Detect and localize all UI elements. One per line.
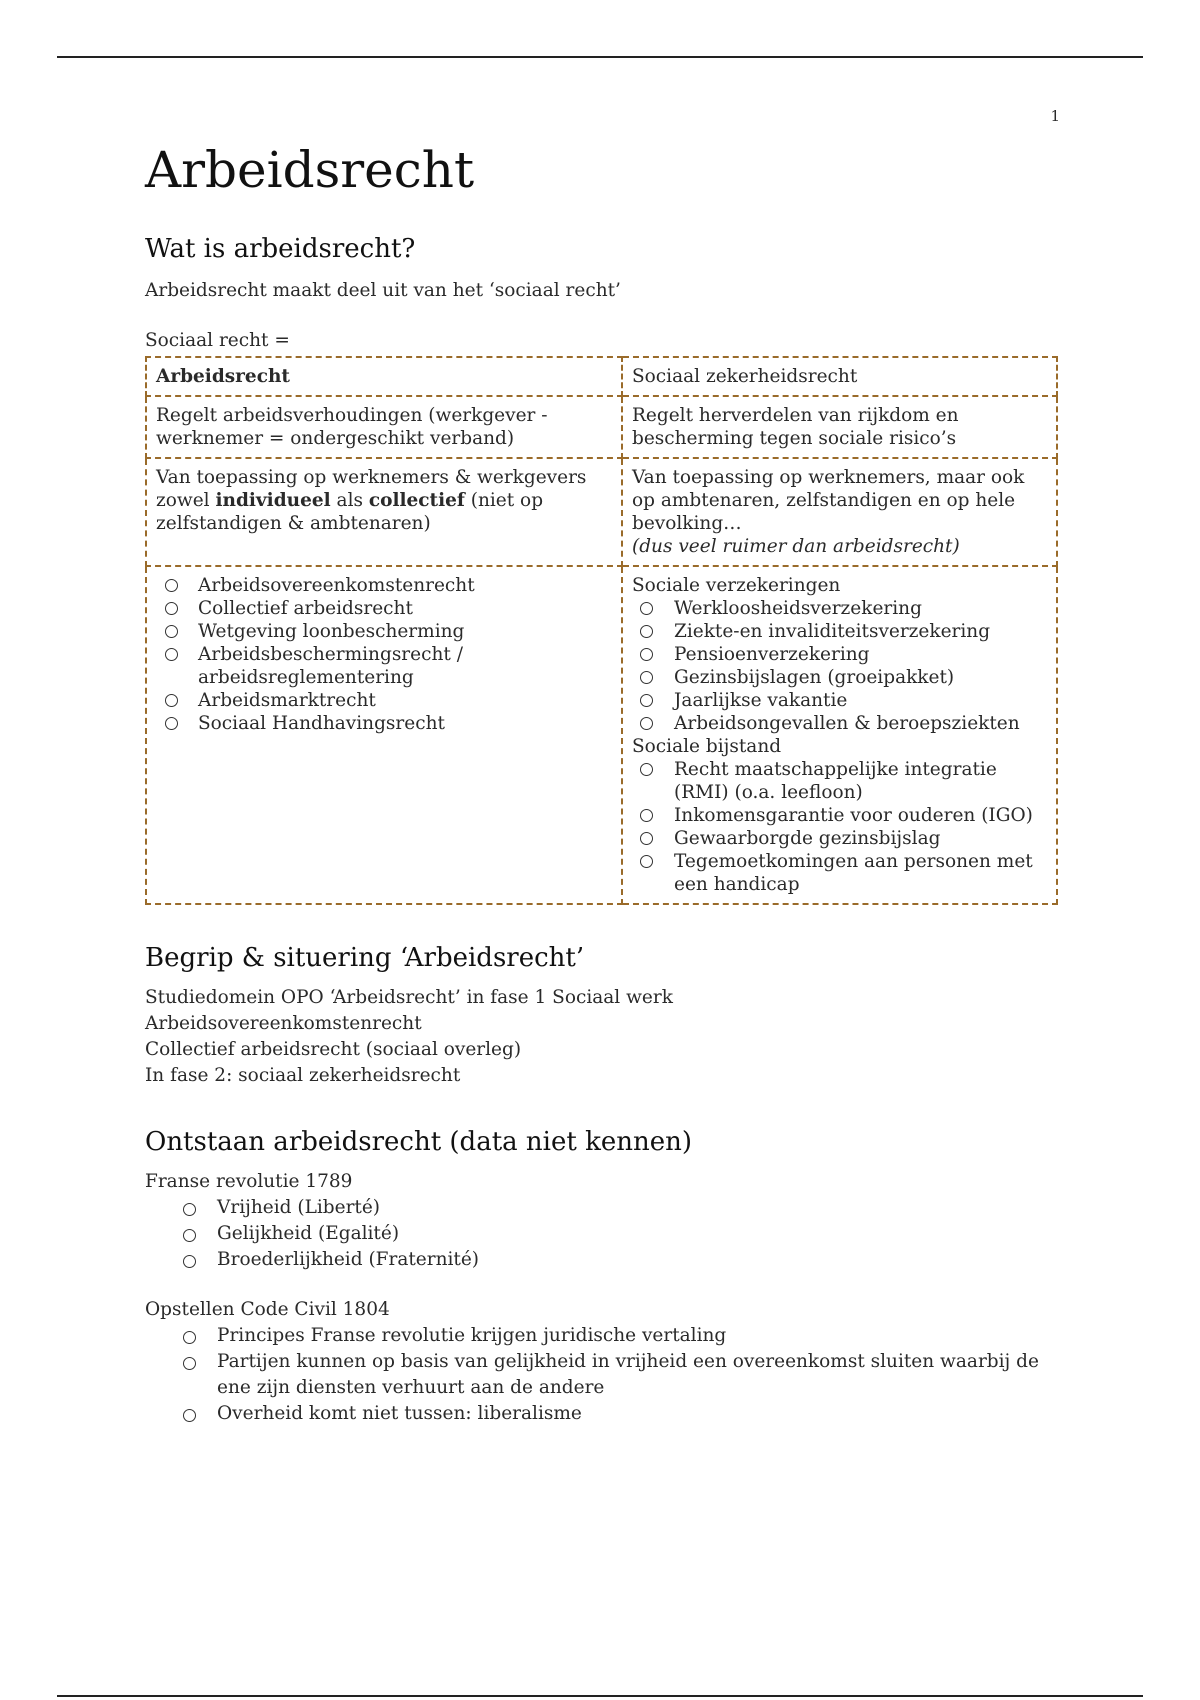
circle-bullet-icon	[165, 694, 178, 707]
comparison-table	[145, 356, 1058, 905]
top-rule	[57, 56, 1143, 58]
circle-bullet-icon	[165, 717, 178, 730]
cell-text: als	[330, 490, 369, 511]
list-item: Gelijkheid (Egalité)	[145, 1221, 1060, 1247]
revolutie-list	[145, 1195, 1060, 1273]
list-item: Arbeidsbeschermingsrecht / arbeidsreglementering	[156, 643, 612, 689]
header-sociaal-zekerheidsrecht: Sociaal zekerheidsrecht	[632, 366, 858, 387]
table-header-right	[622, 357, 1057, 396]
circle-bullet-icon	[640, 694, 653, 707]
table-row	[146, 566, 1057, 904]
left-list	[156, 574, 612, 735]
group-title-code-civil: Opstellen Code Civil 1804	[145, 1299, 390, 1320]
circle-bullet-icon	[183, 1357, 196, 1370]
circle-bullet-icon	[165, 579, 178, 592]
circle-bullet-icon	[640, 809, 653, 822]
list-item: Tegemoetkomingen aan personen met een handicap	[632, 850, 1047, 896]
circle-bullet-icon	[183, 1255, 196, 1268]
table-row	[146, 458, 1057, 566]
circle-bullet-icon	[640, 625, 653, 638]
text-line: Collectief arbeidsrecht (sociaal overleg)	[145, 1039, 522, 1060]
list-item: Werkloosheidsverzekering	[632, 597, 1047, 620]
page-number: 1	[1050, 107, 1060, 125]
list-item: Collectief arbeidsrecht	[156, 597, 612, 620]
sociaal-recht-label: Sociaal recht =	[145, 330, 290, 351]
list-item: Pensioenverzekering	[632, 643, 1047, 666]
list-item: Arbeidsongevallen & beroepsziekten	[632, 712, 1047, 735]
document-body	[145, 140, 1060, 1427]
cell-text: Van toepassing op werknemers & werkgevers zowel	[156, 467, 587, 511]
list-item: Principes Franse revolutie krijgen juridische vertaling	[145, 1323, 1060, 1349]
list-item: Broederlijkheid (Fraternité)	[145, 1247, 1060, 1273]
circle-bullet-icon	[183, 1203, 196, 1216]
cell-text-bold: collectief	[368, 490, 465, 511]
table-cell	[146, 458, 622, 566]
table-cell	[146, 396, 622, 458]
begrip-lines	[145, 985, 1060, 1089]
circle-bullet-icon	[183, 1229, 196, 1242]
table-cell	[622, 396, 1057, 458]
cell-text: Regelt herverdelen van rijkdom en bescherming tegen sociale risico’s	[632, 405, 959, 449]
list-item: Gezinsbijslagen (groeipakket)	[632, 666, 1047, 689]
section-heading-begrip: Begrip & situering ‘Arbeidsrecht’	[145, 943, 585, 973]
list-item: Partijen kunnen op basis van gelijkheid in vrijheid een overeenkomst sluiten waarbij de ene zijn diensten verhuurt aan de andere	[145, 1349, 1060, 1401]
group-title-sociale-verzekeringen: Sociale verzekeringen	[632, 575, 841, 596]
section-heading-ontstaan: Ontstaan arbeidsrecht (data niet kennen)	[145, 1127, 692, 1157]
cell-text: Van toepassing op werknemers, maar ook op ambtenaren, zelfstandigen en op hele bevolking…	[632, 467, 1025, 534]
group-title-franse-revolutie: Franse revolutie 1789	[145, 1171, 353, 1192]
circle-bullet-icon	[183, 1409, 196, 1422]
page-title: Arbeidsrecht	[145, 141, 475, 199]
list-item: Overheid komt niet tussen: liberalisme	[145, 1401, 1060, 1427]
right-list-verzekeringen	[632, 597, 1047, 735]
list-item: Inkomensgarantie voor ouderen (IGO)	[632, 804, 1047, 827]
circle-bullet-icon	[640, 855, 653, 868]
text-line: Studiedomein OPO ‘Arbeidsrecht’ in fase 1 Sociaal werk	[145, 987, 673, 1008]
cell-text: (niet op zelfstandigen & ambtenaren)	[156, 490, 544, 534]
circle-bullet-icon	[640, 763, 653, 776]
section-heading-wat-is: Wat is arbeidsrecht?	[145, 234, 416, 264]
cell-text: Regelt arbeidsverhoudingen (werkgever - werknemer = ondergeschikt verband)	[156, 405, 548, 449]
circle-bullet-icon	[165, 625, 178, 638]
group-title-sociale-bijstand: Sociale bijstand	[632, 736, 782, 757]
circle-bullet-icon	[640, 832, 653, 845]
circle-bullet-icon	[183, 1331, 196, 1344]
table-cell	[146, 566, 622, 904]
circle-bullet-icon	[640, 717, 653, 730]
header-arbeidsrecht: Arbeidsrecht	[156, 366, 290, 387]
circle-bullet-icon	[640, 671, 653, 684]
text-line: Arbeidsovereenkomstenrecht	[145, 1013, 422, 1034]
circle-bullet-icon	[640, 602, 653, 615]
circle-bullet-icon	[165, 648, 178, 661]
list-item: Jaarlijkse vakantie	[632, 689, 1047, 712]
list-item: Sociaal Handhavingsrecht	[156, 712, 612, 735]
list-item: Arbeidsovereenkomstenrecht	[156, 574, 612, 597]
list-item: Arbeidsmarktrecht	[156, 689, 612, 712]
table-header-left	[146, 357, 622, 396]
cell-note: (dus veel ruimer dan arbeidsrecht)	[632, 536, 960, 557]
table-cell	[622, 566, 1057, 904]
list-item: Vrijheid (Liberté)	[145, 1195, 1060, 1221]
table-row	[146, 396, 1057, 458]
list-item: Gewaarborgde gezinsbijslag	[632, 827, 1047, 850]
list-item: Ziekte-en invaliditeitsverzekering	[632, 620, 1047, 643]
ontstaan-block	[145, 1169, 1060, 1427]
text-line: In fase 2: sociaal zekerheidsrecht	[145, 1065, 461, 1086]
table-cell	[622, 458, 1057, 566]
list-item: Recht maatschappelijke integratie (RMI) (o.a. leefloon)	[632, 758, 1047, 804]
bottom-rule	[57, 1695, 1143, 1697]
code-civil-list	[145, 1323, 1060, 1427]
right-list-bijstand	[632, 758, 1047, 896]
circle-bullet-icon	[165, 602, 178, 615]
cell-text-bold: individueel	[215, 490, 331, 511]
table-header-row	[146, 357, 1057, 396]
list-item: Wetgeving loonbescherming	[156, 620, 612, 643]
intro-text: Arbeidsrecht maakt deel uit van het ‘sociaal recht’	[145, 280, 621, 301]
circle-bullet-icon	[640, 648, 653, 661]
